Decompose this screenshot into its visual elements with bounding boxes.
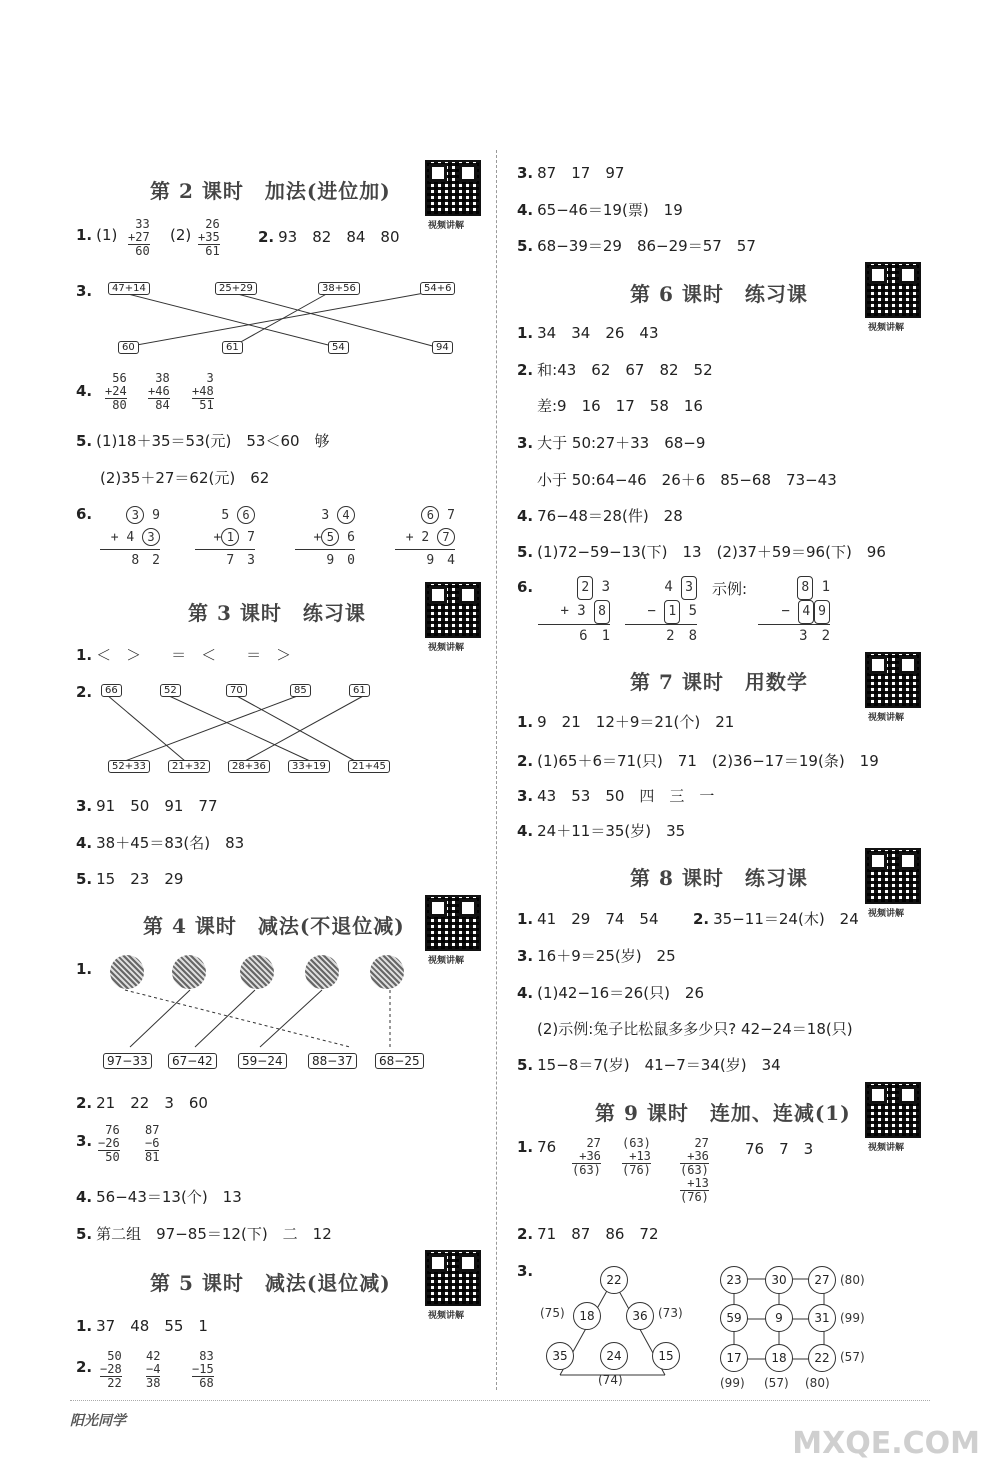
qr-code-icon	[865, 262, 921, 318]
triangle-node: 24	[600, 1342, 628, 1370]
answer-5: 5. 第二组 97−85＝12(下) 二 12	[76, 1225, 332, 1243]
match-tag: 59−24	[238, 1053, 287, 1069]
answer-1: 1.	[76, 960, 93, 978]
answer-4: 4. (1)42−16＝26(只) 26	[517, 984, 705, 1002]
qr-label: 视频讲解	[428, 221, 465, 231]
answer-1: 1. 37 48 55 1	[76, 1317, 208, 1335]
answer-3: 3.	[76, 282, 93, 300]
answer-4: 4. 24＋11＝35(岁) 35	[517, 822, 686, 840]
answer-4: 4. 65−46＝19(票) 19	[517, 201, 683, 219]
match-tag: 88−37	[308, 1053, 357, 1069]
qr-code-icon	[425, 160, 481, 216]
square-node: 23	[720, 1266, 748, 1294]
square-node: 22	[808, 1344, 836, 1372]
answer-2-diff: 差:9 16 17 58 16	[537, 397, 703, 415]
answer-6: 6.	[76, 505, 93, 523]
lesson-4-heading: 第 4 课时 减法(不退位减)	[143, 914, 405, 938]
sum-note: (80)	[840, 1273, 865, 1287]
shell-icon	[370, 955, 404, 989]
digit-puzzle: 4 3 − 1 5 2 8	[625, 576, 697, 647]
digit-puzzle: 3 9 + 4 3 8 2	[100, 505, 160, 572]
sum-note: (73)	[658, 1306, 683, 1320]
triangle-node: 35	[546, 1342, 574, 1370]
answer-1: 1. 41 29 74 54	[517, 910, 659, 928]
calc-block: 87 −6 81	[145, 1123, 160, 1164]
match-tag: 47+14	[108, 282, 150, 295]
match-tag: 61	[349, 684, 370, 697]
lesson-9-heading: 第 9 课时 连加、连减(1)	[595, 1101, 851, 1125]
answer-3: 3. 大于 50:27＋33 68−9	[517, 434, 706, 452]
calc-block: 27 +36 (63) +13 (76)	[680, 1136, 709, 1204]
answer-3: 3.	[517, 1262, 534, 1280]
answer-1: 1. 34 34 26 43	[517, 324, 659, 342]
square-node: 9	[765, 1304, 793, 1332]
answer-1-result: 76 7 3	[745, 1140, 814, 1158]
digit-puzzle: 2 3 + 3 8 6 1	[538, 576, 610, 647]
answer-1: 1. (1)	[76, 226, 118, 244]
match-tag: 66	[101, 684, 122, 697]
calc-block: 56 +24 80	[105, 371, 127, 412]
triangle-node: 22	[600, 1266, 628, 1294]
answer-3: 3. 91 50 91 77	[76, 797, 218, 815]
qr-label: 视频讲解	[428, 1311, 465, 1321]
digit-puzzle: 8 1 − 4 9 3 2	[758, 576, 830, 647]
matching-lines	[100, 985, 420, 1055]
calc-block: (63) +13 (76)	[622, 1136, 651, 1177]
match-tag: 21+45	[348, 760, 390, 773]
sum-note: (80)	[805, 1376, 830, 1390]
calc-block: 33 +27 60	[128, 217, 150, 258]
answer-3: 3. 16＋9＝25(岁) 25	[517, 947, 676, 965]
answer-1: 1. ＜ ＞ ＝ ＜ ＝ ＞	[76, 646, 292, 664]
lesson-3-heading: 第 3 课时 练习课	[188, 601, 366, 625]
answer-4: 4. 76−48＝28(件) 28	[517, 507, 683, 525]
triangle-node: 15	[652, 1342, 680, 1370]
answer-3: 3.	[76, 1132, 93, 1150]
match-tag: 67−42	[168, 1053, 217, 1069]
lesson-2-heading: 第 2 课时 加法(进位加)	[150, 179, 391, 203]
match-tag: 60	[118, 341, 139, 354]
qr-label: 视频讲解	[868, 323, 905, 333]
shell-icon	[240, 955, 274, 989]
example-label: 示例:	[712, 580, 748, 598]
answer-3: 3. 43 53 50 四 三 一	[517, 787, 715, 805]
digit-puzzle: 3 4 + 5 6 9 0	[295, 505, 355, 572]
qr-code-icon	[425, 895, 481, 951]
qr-label: 视频讲解	[428, 956, 465, 966]
square-node: 30	[765, 1266, 793, 1294]
sum-note: (75)	[540, 1306, 565, 1320]
square-node: 31	[808, 1304, 836, 1332]
qr-code-icon	[865, 848, 921, 904]
triangle-node: 36	[626, 1302, 654, 1330]
calc-block: 76 −26 50	[98, 1123, 120, 1164]
lesson-7-heading: 第 7 课时 用数学	[630, 670, 808, 694]
match-tag: 61	[222, 341, 243, 354]
answer-5: 5. (1)18＋35＝53(元) 53＜60 够	[76, 432, 330, 450]
digit-puzzle: 5 6 + 1 7 7 3	[195, 505, 255, 572]
sum-note: (57)	[840, 1350, 865, 1364]
match-tag: 52+33	[108, 760, 150, 773]
calc-block: 26 +35 61	[198, 217, 220, 258]
answer-5-part-2: (2)35＋27＝62(元) 62	[100, 469, 270, 487]
triangle-node: 18	[573, 1302, 601, 1330]
answer-4-part-2: (2)示例:兔子比松鼠多多少只? 42−24＝18(只)	[537, 1020, 853, 1038]
footer-divider	[70, 1400, 930, 1401]
answer-5: 5. 68−39＝29 86−29＝57 57	[517, 237, 756, 255]
answer-5: 5. 15−8＝7(岁) 41−7＝34(岁) 34	[517, 1056, 781, 1074]
calc-block: 3 +48 51	[192, 371, 214, 412]
square-node: 18	[765, 1344, 793, 1372]
lesson-5-heading: 第 5 课时 减法(退位减)	[150, 1271, 391, 1295]
answer-4: 4. 56−43＝13(个) 13	[76, 1188, 242, 1206]
qr-code-icon	[425, 582, 481, 638]
match-tag: 25+29	[215, 282, 257, 295]
square-node: 27	[808, 1266, 836, 1294]
site-watermark: MXQE.COM	[792, 1426, 980, 1461]
digit-puzzle: 6 7 + 2 7 9 4	[395, 505, 455, 572]
answer-5: 5. 15 23 29	[76, 870, 184, 888]
qr-code-icon	[865, 652, 921, 708]
qr-code-icon	[425, 1250, 481, 1306]
column-divider	[496, 150, 497, 1390]
match-tag: 54+6	[420, 282, 455, 295]
qr-label: 视频讲解	[868, 713, 905, 723]
sum-note: (57)	[764, 1376, 789, 1390]
calc-block: 42 −4 38	[146, 1349, 161, 1390]
calc-block: 27 +36 (63)	[572, 1136, 601, 1177]
match-tag: 68−25	[375, 1053, 424, 1069]
shell-icon	[172, 955, 206, 989]
answer-6: 6.	[517, 578, 534, 596]
answer-1: 1. 76	[517, 1138, 557, 1156]
answer-5: 5. (1)72−59−13(下) 13 (2)37＋59＝96(下) 96	[517, 543, 886, 561]
answer-4: 4. 38＋45＝83(名) 83	[76, 834, 245, 852]
match-tag: 38+56	[318, 282, 360, 295]
lesson-6-heading: 第 6 课时 练习课	[630, 282, 808, 306]
square-node: 17	[720, 1344, 748, 1372]
sum-note: (74)	[598, 1373, 623, 1387]
square-node: 59	[720, 1304, 748, 1332]
qr-label: 视频讲解	[428, 643, 465, 653]
qr-label: 视频讲解	[868, 1143, 905, 1153]
match-tag: 28+36	[228, 760, 270, 773]
match-tag: 33+19	[288, 760, 330, 773]
answer-4: 4.	[76, 382, 93, 400]
answer-2: 2. 和:43 62 67 82 52	[517, 361, 713, 379]
calc-block: 38 +46 84	[148, 371, 170, 412]
calc-block: 50 −28 22	[100, 1349, 122, 1390]
answer-2: 2. 21 22 3 60	[76, 1094, 208, 1112]
match-tag: 21+32	[168, 760, 210, 773]
shell-icon	[110, 955, 144, 989]
answer-2: 2. 35−11＝24(木) 24	[693, 910, 859, 928]
answer-2: 2.	[76, 1358, 93, 1376]
calc-block: 83 −15 68	[192, 1349, 214, 1390]
answer-2: 2.	[76, 683, 93, 701]
match-tag: 94	[432, 341, 453, 354]
qr-label: 视频讲解	[868, 909, 905, 919]
sum-note: (99)	[840, 1311, 865, 1325]
shell-icon	[305, 955, 339, 989]
sum-note: (99)	[720, 1376, 745, 1390]
match-tag: 85	[290, 684, 311, 697]
match-tag: 97−33	[103, 1053, 152, 1069]
lesson-8-heading: 第 8 课时 练习课	[630, 866, 808, 890]
answer-2: 2. 71 87 86 72	[517, 1225, 659, 1243]
brand-logo: 阳光同学	[70, 1413, 126, 1429]
answer-3: 3. 87 17 97	[517, 164, 625, 182]
answer-1: 1. 9 21 12＋9＝21(个) 21	[517, 713, 735, 731]
match-tag: 52	[160, 684, 181, 697]
qr-code-icon	[865, 1082, 921, 1138]
answer-3-less: 小于 50:64−46 26＋6 85−68 73−43	[537, 471, 837, 489]
answer-2: 2. 93 82 84 80	[258, 228, 400, 246]
answer-2: 2. (1)65＋6＝71(只) 71 (2)36−17＝19(条) 19	[517, 752, 879, 770]
answer-1-part-2: (2)	[170, 226, 192, 244]
match-tag: 54	[328, 341, 349, 354]
match-tag: 70	[226, 684, 247, 697]
